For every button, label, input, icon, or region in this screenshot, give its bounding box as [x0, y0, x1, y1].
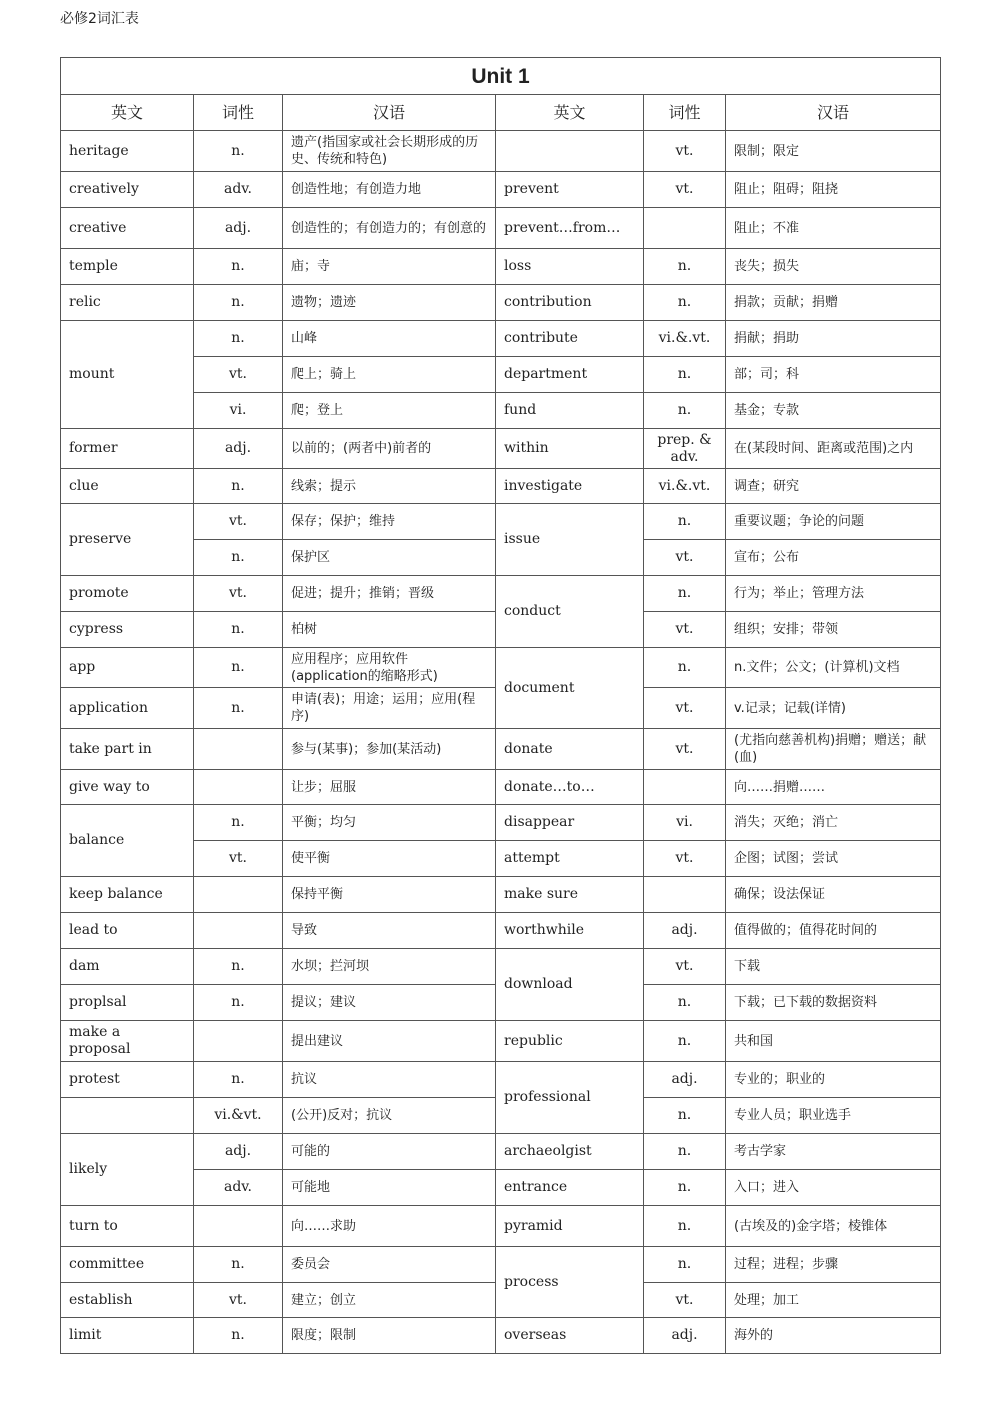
word-chinese: 基金；专款 — [726, 393, 941, 429]
word-chinese: 确保；设法保证 — [726, 877, 941, 913]
word-pos: n. — [644, 1247, 726, 1283]
word-english: turn to — [61, 1206, 194, 1247]
word-pos: n. — [644, 648, 726, 688]
word-english: department — [496, 357, 644, 393]
word-chinese: (尤指向慈善机构)捐赠；赠送；献(血) — [726, 729, 941, 770]
word-chinese: 线索；提示 — [283, 469, 496, 504]
word-chinese: 导致 — [283, 913, 496, 949]
word-english — [496, 131, 644, 172]
word-english: worthwhile — [496, 913, 644, 949]
word-pos: vt. — [644, 949, 726, 985]
word-chinese: 使平衡 — [283, 841, 496, 877]
word-pos: n. — [194, 321, 283, 357]
word-pos: n. — [644, 1134, 726, 1170]
word-chinese: 提议；建议 — [283, 985, 496, 1021]
word-pos: vt. — [194, 841, 283, 877]
word-chinese: 下载 — [726, 949, 941, 985]
word-english: balance — [61, 805, 194, 877]
col-header-chinese-2: 汉语 — [726, 95, 941, 131]
unit-header-row — [61, 58, 941, 95]
word-chinese: 水坝；拦河坝 — [283, 949, 496, 985]
word-english: application — [61, 688, 194, 729]
word-pos: adv. — [194, 172, 283, 208]
word-pos: vi. — [644, 805, 726, 841]
word-english: proplsal — [61, 985, 194, 1021]
word-chinese: 爬；登上 — [283, 393, 496, 429]
word-english: former — [61, 429, 194, 469]
word-pos: adj. — [194, 1134, 283, 1170]
word-pos: vi.&.vt. — [644, 469, 726, 504]
word-english: keep balance — [61, 877, 194, 913]
word-english: make sure — [496, 877, 644, 913]
word-chinese: 以前的；(两者中)前者的 — [283, 429, 496, 469]
table-row — [61, 1134, 941, 1170]
word-pos: vt. — [194, 504, 283, 540]
word-pos: vi.&.vt. — [644, 321, 726, 357]
table-row — [61, 648, 941, 688]
word-chinese: 应用程序；应用软件 (application的缩略形式) — [283, 648, 496, 688]
table-row — [61, 1021, 941, 1062]
word-chinese: 捐献；捐助 — [726, 321, 941, 357]
word-pos: n. — [644, 985, 726, 1021]
table-row — [61, 1247, 941, 1283]
word-chinese: 山峰 — [283, 321, 496, 357]
word-pos: n. — [194, 285, 283, 321]
word-chinese: 遗物；遗迹 — [283, 285, 496, 321]
word-pos: vt. — [644, 841, 726, 877]
word-english: give way to — [61, 770, 194, 805]
word-pos: n. — [194, 540, 283, 576]
word-pos: n. — [194, 1247, 283, 1283]
word-chinese: 庙；寺 — [283, 249, 496, 285]
word-english: investigate — [496, 469, 644, 504]
word-pos: n. — [644, 1206, 726, 1247]
word-chinese: 专业的；职业的 — [726, 1062, 941, 1098]
word-english: document — [496, 648, 644, 729]
word-pos: n. — [194, 688, 283, 729]
word-pos: n. — [644, 357, 726, 393]
word-english: contribute — [496, 321, 644, 357]
word-chinese: 可能地 — [283, 1170, 496, 1206]
table-row — [61, 1318, 941, 1354]
col-header-english: 英文 — [61, 95, 194, 131]
table-row — [61, 729, 941, 770]
table-row — [61, 429, 941, 469]
table-row — [61, 208, 941, 249]
word-pos: n. — [644, 1170, 726, 1206]
word-chinese: 阻止；阻碍；阻挠 — [726, 172, 941, 208]
word-chinese: 重要议题；争论的问题 — [726, 504, 941, 540]
word-chinese: 阻止；不准 — [726, 208, 941, 249]
word-chinese: 在(某段时间、距离或范围)之内 — [726, 429, 941, 469]
word-chinese: 委员会 — [283, 1247, 496, 1283]
word-english: prevent…from… — [496, 208, 644, 249]
word-chinese: 创造性地；有创造力地 — [283, 172, 496, 208]
word-english: creative — [61, 208, 194, 249]
word-english: temple — [61, 249, 194, 285]
word-pos — [194, 1021, 283, 1062]
word-english: loss — [496, 249, 644, 285]
word-chinese: 调查；研究 — [726, 469, 941, 504]
word-pos: n. — [194, 249, 283, 285]
word-chinese: 值得做的；值得花时间的 — [726, 913, 941, 949]
table-row — [61, 1062, 941, 1098]
table-row — [61, 913, 941, 949]
col-header-pos-2: 词性 — [644, 95, 726, 131]
word-chinese: 平衡；均匀 — [283, 805, 496, 841]
word-english: conduct — [496, 576, 644, 648]
col-header-english-2: 英文 — [496, 95, 644, 131]
word-pos: n. — [644, 504, 726, 540]
word-chinese: 保护区 — [283, 540, 496, 576]
table-row — [61, 949, 941, 985]
word-pos: adj. — [194, 208, 283, 249]
word-chinese: 可能的 — [283, 1134, 496, 1170]
word-pos: n. — [644, 1098, 726, 1134]
word-chinese: 向……求助 — [283, 1206, 496, 1247]
table-row — [61, 285, 941, 321]
word-pos: vt. — [644, 688, 726, 729]
word-english — [61, 1098, 194, 1134]
col-header-pos: 词性 — [194, 95, 283, 131]
word-english: relic — [61, 285, 194, 321]
word-pos: n. — [644, 285, 726, 321]
table-row — [61, 131, 941, 172]
word-pos: n. — [194, 949, 283, 985]
word-chinese: 爬上；骑上 — [283, 357, 496, 393]
word-pos: vt. — [644, 612, 726, 648]
word-english: professional — [496, 1062, 644, 1134]
word-chinese: v.记录；记载(详情) — [726, 688, 941, 729]
word-pos: vt. — [644, 172, 726, 208]
word-pos: n. — [644, 249, 726, 285]
word-chinese: 消失；灭绝；消亡 — [726, 805, 941, 841]
word-pos: n. — [194, 131, 283, 172]
word-pos: vt. — [194, 576, 283, 612]
word-chinese: 丧失；损失 — [726, 249, 941, 285]
word-english: republic — [496, 1021, 644, 1062]
word-pos: n. — [194, 805, 283, 841]
word-pos: vt. — [644, 131, 726, 172]
word-chinese: 组织；安排；带领 — [726, 612, 941, 648]
word-pos: n. — [644, 393, 726, 429]
word-english: mount — [61, 321, 194, 429]
word-english: take part in — [61, 729, 194, 770]
word-pos: adj. — [644, 1318, 726, 1354]
word-chinese: 考古学家 — [726, 1134, 941, 1170]
vocabulary-table — [60, 57, 941, 1354]
word-pos — [194, 913, 283, 949]
column-header-row — [61, 95, 941, 131]
word-pos: n. — [194, 612, 283, 648]
document-title: 必修2词汇表 — [60, 11, 139, 27]
word-chinese: 海外的 — [726, 1318, 941, 1354]
word-pos: vt. — [644, 729, 726, 770]
unit-title: Unit 1 — [61, 58, 941, 95]
table-row — [61, 1206, 941, 1247]
word-english: disappear — [496, 805, 644, 841]
word-english: contribution — [496, 285, 644, 321]
word-pos — [194, 770, 283, 805]
table-row — [61, 877, 941, 913]
word-chinese: 向……捐赠…… — [726, 770, 941, 805]
word-pos: vi. — [194, 393, 283, 429]
word-pos — [644, 877, 726, 913]
word-chinese: 遗产(指国家或社会长期形成的历史、传统和特色) — [283, 131, 496, 172]
col-header-chinese: 汉语 — [283, 95, 496, 131]
word-english: establish — [61, 1283, 194, 1318]
word-pos: n. — [644, 576, 726, 612]
word-english: lead to — [61, 913, 194, 949]
word-english: committee — [61, 1247, 194, 1283]
word-english: overseas — [496, 1318, 644, 1354]
word-english: donate — [496, 729, 644, 770]
word-chinese: 行为；举止；管理方法 — [726, 576, 941, 612]
word-pos: prep. & adv. — [644, 429, 726, 469]
word-pos: n. — [194, 648, 283, 688]
word-english: limit — [61, 1318, 194, 1354]
word-chinese: 过程；进程；步骤 — [726, 1247, 941, 1283]
word-english: cypress — [61, 612, 194, 648]
word-pos — [194, 729, 283, 770]
word-chinese: 申请(表)；用途；运用；应用(程序) — [283, 688, 496, 729]
word-chinese: (公开)反对；抗议 — [283, 1098, 496, 1134]
word-pos: n. — [194, 1062, 283, 1098]
word-pos — [194, 877, 283, 913]
word-english: make a proposal — [61, 1021, 194, 1062]
word-english: archaeolgist — [496, 1134, 644, 1170]
word-pos: vt. — [194, 357, 283, 393]
word-english: heritage — [61, 131, 194, 172]
table-row — [61, 321, 941, 357]
table-row — [61, 504, 941, 540]
word-chinese: 下载；已下载的数据资料 — [726, 985, 941, 1021]
word-chinese: 处理；加工 — [726, 1283, 941, 1318]
word-chinese: 提出建议 — [283, 1021, 496, 1062]
word-english: promote — [61, 576, 194, 612]
word-chinese: 共和国 — [726, 1021, 941, 1062]
table-row — [61, 172, 941, 208]
word-english: likely — [61, 1134, 194, 1206]
word-pos: n. — [194, 469, 283, 504]
word-english: protest — [61, 1062, 194, 1098]
word-pos: adj. — [194, 429, 283, 469]
word-chinese: 限度；限制 — [283, 1318, 496, 1354]
word-english: download — [496, 949, 644, 1021]
word-pos: vt. — [644, 540, 726, 576]
word-pos — [194, 1206, 283, 1247]
word-chinese: 入口；进入 — [726, 1170, 941, 1206]
word-chinese: n.文件；公文；(计算机)文档 — [726, 648, 941, 688]
word-chinese: 保存；保护；维持 — [283, 504, 496, 540]
word-pos: adj. — [644, 1062, 726, 1098]
word-pos: n. — [194, 985, 283, 1021]
word-chinese: 部；司；科 — [726, 357, 941, 393]
word-chinese: 宣布；公布 — [726, 540, 941, 576]
word-chinese: 参与(某事)；参加(某活动) — [283, 729, 496, 770]
word-chinese: 限制；限定 — [726, 131, 941, 172]
word-english: within — [496, 429, 644, 469]
word-english: preserve — [61, 504, 194, 576]
word-pos: vt. — [644, 1283, 726, 1318]
word-english: process — [496, 1247, 644, 1318]
table-row — [61, 576, 941, 612]
word-chinese: 专业人员；职业选手 — [726, 1098, 941, 1134]
word-pos: adv. — [194, 1170, 283, 1206]
table-row — [61, 770, 941, 805]
word-english: entrance — [496, 1170, 644, 1206]
word-chinese: 创造性的；有创造力的；有创意的 — [283, 208, 496, 249]
word-english: prevent — [496, 172, 644, 208]
word-chinese: 抗议 — [283, 1062, 496, 1098]
word-chinese: 保持平衡 — [283, 877, 496, 913]
word-english: dam — [61, 949, 194, 985]
table-row — [61, 249, 941, 285]
table-row — [61, 805, 941, 841]
word-english: attempt — [496, 841, 644, 877]
word-pos: vi.&vt. — [194, 1098, 283, 1134]
table-row — [61, 469, 941, 504]
word-english: pyramid — [496, 1206, 644, 1247]
word-chinese: (古埃及的)金字塔；棱锥体 — [726, 1206, 941, 1247]
word-chinese: 让步；屈服 — [283, 770, 496, 805]
word-chinese: 促进；提升；推销；晋级 — [283, 576, 496, 612]
word-english: issue — [496, 504, 644, 576]
word-english: donate…to… — [496, 770, 644, 805]
word-chinese: 建立；创立 — [283, 1283, 496, 1318]
word-pos: n. — [644, 1021, 726, 1062]
word-pos: adj. — [644, 913, 726, 949]
word-chinese: 企图；试图；尝试 — [726, 841, 941, 877]
word-english: clue — [61, 469, 194, 504]
word-pos — [644, 770, 726, 805]
word-english: creatively — [61, 172, 194, 208]
word-english: fund — [496, 393, 644, 429]
word-pos: vt. — [194, 1283, 283, 1318]
word-chinese: 柏树 — [283, 612, 496, 648]
word-chinese: 捐款；贡献；捐赠 — [726, 285, 941, 321]
word-pos: n. — [194, 1318, 283, 1354]
word-english: app — [61, 648, 194, 688]
word-pos — [644, 208, 726, 249]
